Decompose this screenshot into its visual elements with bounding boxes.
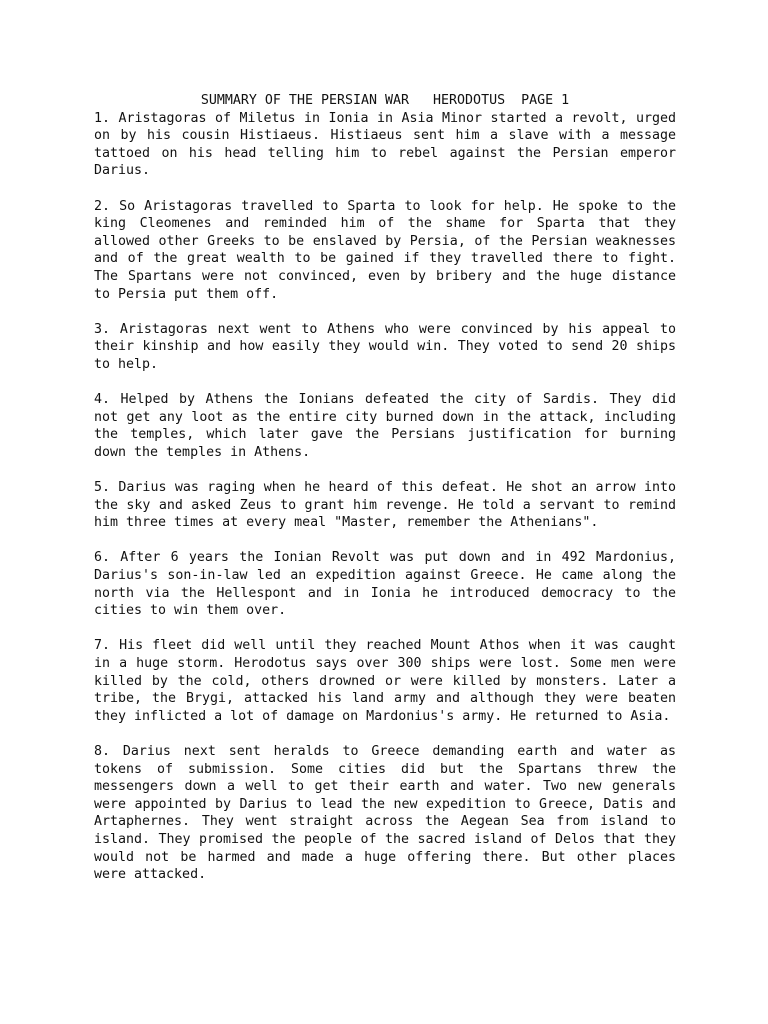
paragraph-2: 2. So Aristagoras travelled to Sparta to look for help. He spoke to the king Cleomenes and reminded him of the shame for Sparta that they allowed other Greeks to be enslaved by Persia, of the Persian weaknesses and of the great wealth to be gained if they travelled there to fight. The Spartans were not convinced, even by bribery and the huge distance to Persia put them off.	[94, 198, 676, 302]
paragraph-3: 3. Aristagoras next went to Athens who were convinced by his appeal to their kinship and how easily they would win. They voted to send 20 ships to help.	[94, 321, 676, 372]
page-title: SUMMARY OF THE PERSIAN WAR HERODOTUS PAGE 1	[200, 93, 570, 108]
paragraph-5: 5. Darius was raging when he heard of this defeat. He shot an arrow into the sky and asked Zeus to grant him revenge. He told a servant to remind him three times at every meal "Master, remember the Athenians".	[94, 480, 676, 531]
paragraph-7: 7. His fleet did well until they reached Mount Athos when it was caught in a huge storm. Herodotus says over 300 ships were lost. Some men were killed by the cold, others drowned or were killed by monsters. Later a tribe, the Brygi, attacked his land army and although they were beaten they inflicted a lot of damage on Mardonius's army. He returned to Asia.	[94, 638, 676, 724]
paragraph-6: 6. After 6 years the Ionian Revolt was put down and in 492 Mardonius, Darius's son-in-law led an expedition against Greece. He came along the north via the Hellespont and in Ionia he introduced democracy to the cities to win them over.	[94, 550, 676, 619]
document-page	[94, 92, 676, 884]
paragraph-8: 8. Darius next sent heralds to Greece demanding earth and water as tokens of submission. Some cities did but the Spartans threw the messengers down a well to get their earth and water. Two new generals were appointed by Darius to lead the new expedition to Greece, Datis and Artaphernes. They went straight across the Aegean Sea from island to island. They promised the people of the sacred island of Delos that they would not be harmed and made a huge offering there. But other places were attacked.	[94, 743, 676, 883]
paragraph-1: 1. Aristagoras of Miletus in Ionia in Asia Minor started a revolt, urged on by his cousin Histiaeus. Histiaeus sent him a slave with a message tattoed on his head telling him to rebel against the Persian emperor Darius.	[94, 110, 676, 179]
paragraph-4: 4. Helped by Athens the Ionians defeated the city of Sardis. They did not get any loot as the entire city burned down in the attack, including the temples, which later gave the Persians justification for burning down the temples in Athens.	[94, 392, 676, 460]
